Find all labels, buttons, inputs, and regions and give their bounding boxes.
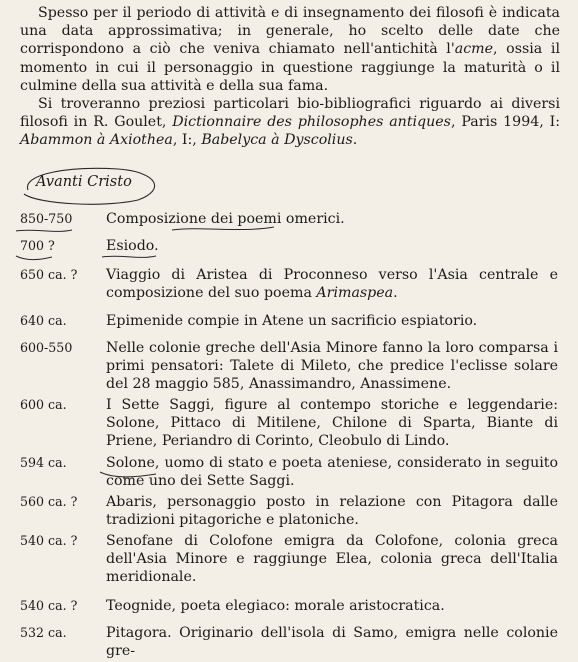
entry-text xyxy=(106,266,558,302)
entry-text: Senofane di Colofone emigra da Colofone, colonia greca dell'Asia Minore e raggiunge Elea, colonia greca dell'Italia meridionale. xyxy=(106,533,558,586)
section-title: Avanti Cristo xyxy=(36,174,132,190)
intro-p2-part3: , I:, xyxy=(172,132,202,149)
entry-date: 594 ca. xyxy=(20,455,67,470)
intro-p2-vol2: Babelyca à Dyscolius xyxy=(201,132,353,149)
intro-p2-part4: . xyxy=(352,132,358,149)
intro-text xyxy=(20,4,560,150)
entry-text: Abaris, personaggio posto in relazione con Pitagora dalle tradizioni pitagoriche e platoniche. xyxy=(106,494,558,529)
intro-p1-term: acme xyxy=(454,41,494,58)
entry-date: 700 ? xyxy=(20,238,55,253)
entry-date: 850-750 xyxy=(20,211,73,226)
entry-date: 640 ca. xyxy=(20,313,67,328)
entry-text-part: . xyxy=(393,285,398,302)
entry-text-title: Arimaspea xyxy=(316,285,394,302)
entry-text: I Sette Saggi, figure al contempo storiche e leggendarie: Solone, Pittaco di Mitilene, Chilone di Sparta, Biante di Priene, Periandro di Corinto, Cleobulo di Lindo. xyxy=(106,397,558,450)
entry-date: 560 ca. ? xyxy=(20,494,78,509)
intro-p2-vol1: Abammon à Axiothea xyxy=(20,132,173,149)
intro-p2-title: Dictionnaire des philosophes antiques xyxy=(172,114,451,131)
entry-date: 600-550 xyxy=(20,340,73,355)
entry-date: 600 ca. xyxy=(20,397,67,412)
entry-date: 532 ca. xyxy=(20,625,67,640)
entry-text: Composizione dei poemi omerici. xyxy=(106,211,345,227)
entry-date: 650 ca. ? xyxy=(20,267,78,282)
entry-date: 540 ca. ? xyxy=(20,533,78,548)
intro-p2-part1: Si troveranno preziosi particolari bio-bibliografici riguardo ai diversi filosofi in R. Goulet, xyxy=(20,96,560,131)
intro-p2-part2: , Paris 1994, I: xyxy=(450,114,561,131)
intro-paragraph-2 xyxy=(20,95,560,150)
entry-text: Epimenide compie in Atene un sacrificio espiatorio. xyxy=(106,313,478,329)
entry-text: Pitagora. Originario dell'isola di Samo, emigra nelle colonie gre- xyxy=(106,625,558,660)
intro-p1-part2: , ossia il momento in cui il personaggio in questione raggiunge la maturità o il culmine della sua attività e della sua fama. xyxy=(20,41,560,94)
intro-p1-part1: Spesso per il periodo di attività e di insegnamento dei filosofi è indicata una data approssimativa; in generale, ho scelto delle date che corrispondono a ciò che veniva chiamato nell'antichità l' xyxy=(20,5,560,58)
intro-paragraph-1 xyxy=(20,4,560,95)
entry-text: Nelle colonie greche dell'Asia Minore fanno la loro comparsa i primi pensatori: Talete di Mileto, che predice l'eclisse solare del 28 maggio 585, Anassimandro, Anassimene. xyxy=(106,340,558,393)
entry-date: 540 ca. ? xyxy=(20,598,78,613)
entry-text: Esiodo. xyxy=(106,238,159,254)
entry-text-part: Viaggio di Aristea di Proconneso verso l'Asia centrale e composizione del suo poema xyxy=(106,267,558,302)
entry-text: Solone, uomo di stato e poeta ateniese, considerato in seguito come uno dei Sette Saggi. xyxy=(106,455,558,490)
entry-text: Teognide, poeta elegiaco: morale aristocratica. xyxy=(106,598,445,614)
